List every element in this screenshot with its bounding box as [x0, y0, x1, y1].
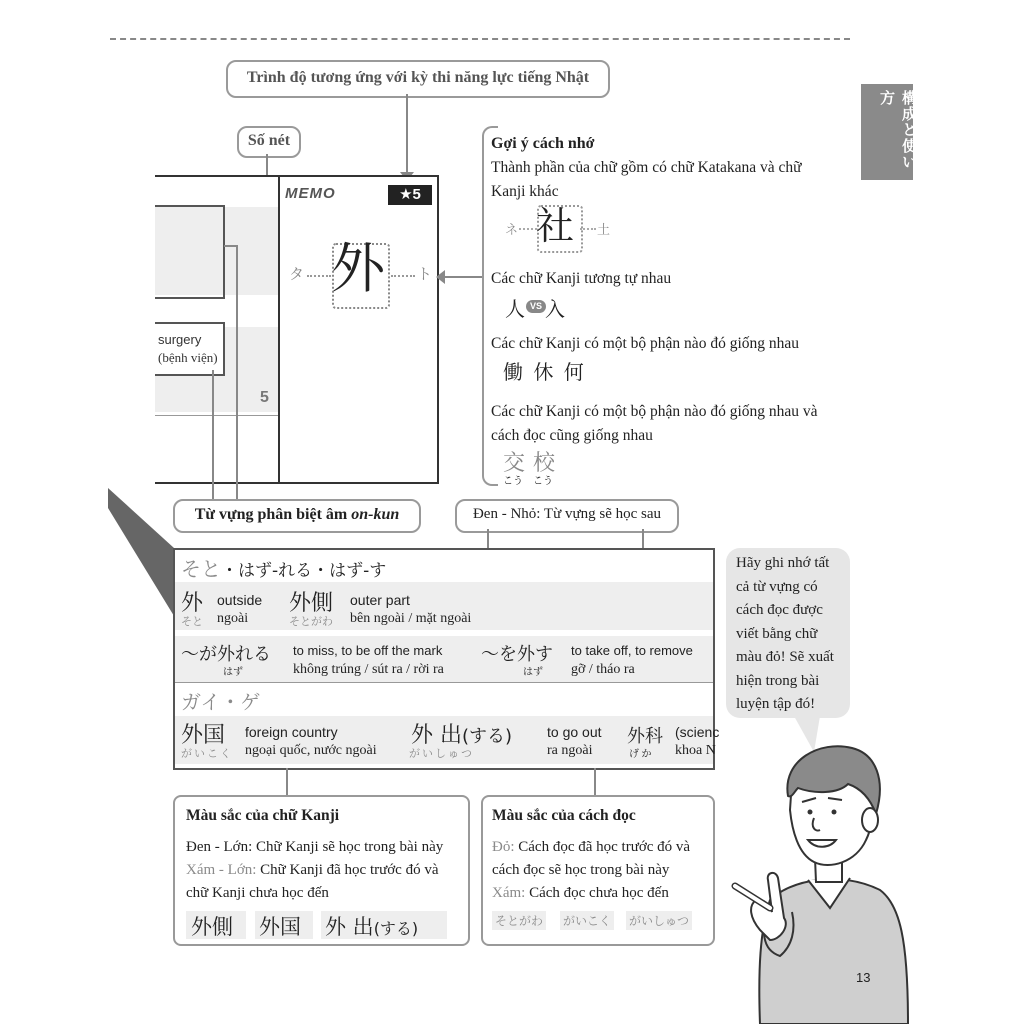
word-6-suru: (する) [462, 726, 513, 747]
kanji-color-connector [286, 768, 288, 796]
reading-color-connector [594, 768, 596, 796]
dotted-leader [519, 228, 537, 230]
kanji-color-line2-rest: Chữ Kanji đã học trước đó và [256, 862, 439, 878]
surgery-box [155, 322, 225, 376]
page-corner-wedge [108, 488, 178, 618]
shared-reading-2: こう [533, 476, 553, 487]
shared-reading-label: Các chữ Kanji có một bộ phận nào đó giống nhau và cách đọc cũng giống nhau [491, 403, 818, 444]
component-left: ネ [505, 222, 519, 237]
reading-color-line3-rest: Cách đọc chưa học đến [525, 885, 669, 901]
kun-reading-soto: そと [181, 557, 221, 581]
word-1-reading: そと [181, 616, 203, 628]
shared-reading-1: こう [503, 476, 523, 487]
level-callout-label: Trình độ tương ứng với kỳ thi năng lực tiếng Nhật [246, 69, 590, 86]
level-badge: ★5 [388, 185, 432, 205]
hints-panel [491, 132, 831, 204]
word-4-reading: はず [523, 667, 543, 678]
left-part: タ [289, 267, 305, 283]
kanji-example-1: 外側 [191, 915, 233, 939]
kanji-example-2: 外国 [259, 915, 301, 939]
word-3-en: to miss, to be off the mark [293, 643, 443, 658]
kanji-example-3: 外 出 [325, 915, 374, 939]
surgery-vi: (bệnh viện) [158, 350, 218, 365]
arrow-left-icon [436, 270, 445, 284]
reading-example-3: がいしゅつ [626, 911, 692, 930]
onkun-callout [173, 499, 421, 533]
word-1-vi: ngoài [217, 611, 249, 626]
word-7-vi: khoa N [675, 743, 716, 758]
reading-color-line1-rest: Cách đọc đã học trước đó và [514, 839, 691, 855]
shared-reading-kanji-2: 校 [533, 451, 556, 476]
kanji-color-line1: Đen - Lớn: Chữ Kanji sẽ học trong bài này [186, 839, 444, 855]
word-4-en: to take off, to remove [571, 643, 693, 658]
vocab-divider [175, 682, 713, 683]
hints-title: Gợi ý cách nhớ [491, 135, 595, 152]
reading-color-line3-gray: Xám: [492, 885, 526, 901]
page-number: 13 [856, 970, 871, 985]
surgery-en: surgery [158, 332, 202, 347]
word-6-vi: ra ngoài [547, 743, 593, 758]
onkun-connector [236, 245, 238, 500]
kanji-color-box [173, 795, 470, 946]
stroke-callout [237, 126, 301, 158]
word-6-reading: がいしゅつ [409, 748, 474, 760]
later-vocab-callout [455, 499, 679, 533]
reading-example-2: がいこく [560, 911, 614, 930]
card-frame [155, 205, 225, 299]
speech-text: Hãy ghi nhớ tất cả từ vựng có cách đọc được viết bằng chữ màu đỏ! Sẽ xuất hiện trong bài luyện tập đó! [736, 555, 834, 712]
shared-part-label: Các chữ Kanji có một bộ phận nào đó giống nhau [491, 335, 800, 352]
word-6-kanji: 外 出 [411, 723, 462, 748]
memo-label: MEMO [285, 185, 336, 202]
word-7-kanji: 外科 [627, 726, 663, 747]
card-divider [155, 415, 278, 416]
kanji-color-title: Màu sắc của chữ Kanji [186, 807, 340, 824]
dotted-leader [391, 275, 415, 277]
word-3-kanji: ～が外れる [181, 644, 271, 665]
word-2-kanji: 外側 [289, 591, 334, 616]
level-callout [226, 60, 610, 98]
component-right: 土 [597, 222, 611, 237]
reading-color-box [481, 795, 715, 946]
components-text: Thành phần của chữ gồm có chữ Katakana và chữ Kanji khác [491, 159, 802, 200]
later-vocab-callout-label: Đen - Nhỏ: Từ vựng sẽ học sau [472, 506, 662, 522]
top-dashed-rule [110, 38, 850, 40]
hint-connector [444, 276, 484, 278]
word-1-en: outside [217, 592, 263, 608]
word-5-kanji: 外国 [181, 723, 226, 748]
word-3-vi: không trúng / sút ra / rời ra [293, 662, 444, 677]
word-7-clip [675, 722, 720, 762]
stroke-callout-label: Số nét [247, 132, 291, 149]
word-4-kanji: ～を外す [481, 644, 553, 665]
dotted-leader [307, 275, 331, 277]
right-part: ト [417, 267, 433, 283]
word-7-reading: げ か [629, 749, 652, 760]
speech-bubble [726, 548, 850, 718]
reading-color-title: Màu sắc của cách đọc [492, 807, 636, 824]
kanji-color-line3: chữ Kanji chưa học đến [186, 885, 329, 901]
teacher-illustration [730, 740, 910, 1024]
stroke-count: 5 [260, 389, 269, 406]
word-4-vi: gỡ / tháo ra [571, 662, 635, 677]
on-reading-heading: ガイ・ゲ [181, 690, 261, 714]
word-2-en: outer part [350, 592, 410, 608]
reading-color-line2: cách đọc sẽ học trong bài này [492, 862, 670, 878]
onkun-callout-label: Từ vựng phân biệt âm [194, 506, 352, 523]
word-5-vi: ngoại quốc, nước ngoài [245, 743, 377, 758]
card-vertical-rule [278, 177, 280, 482]
reading-color-line1-red: Đỏ: [492, 839, 515, 855]
level-connector [406, 94, 408, 176]
vocab-box [173, 548, 720, 770]
word-5-en: foreign country [245, 724, 338, 740]
kanji-color-line2-gray: Xám - Lớn: [186, 862, 257, 878]
kanji-card [155, 175, 439, 484]
similar-kanji-b: 入 [545, 297, 565, 321]
word-2-vi: bên ngoài / mặt ngoài [350, 611, 472, 626]
word-2-reading: そとがわ [289, 616, 333, 628]
component-kanji: 社 [536, 204, 575, 248]
dotted-leader [580, 228, 596, 230]
onkun-connector [224, 245, 238, 247]
reading-example-1: そとがわ [492, 911, 546, 930]
shared-reading-kanji-1: 交 [503, 451, 526, 476]
similar-label: Các chữ Kanji tương tự nhau [491, 270, 672, 287]
word-3-reading: はず [223, 667, 243, 678]
word-5-reading: がいこく [181, 748, 233, 760]
main-kanji: 外 [331, 237, 385, 300]
similar-kanji-a: 人 [505, 297, 525, 321]
kanji-example-3-suru: (する) [373, 919, 419, 938]
vs-badge: VS [526, 300, 546, 313]
section-tab-label: 構成と使い方 [878, 90, 916, 170]
onkun-callout-italic: on-kun [351, 506, 400, 523]
kun-reading-rest: ・はず-れる・はず-す [221, 561, 387, 581]
word-1-kanji: 外 [181, 591, 204, 616]
word-6-en: to go out [547, 724, 602, 740]
section-tab [861, 84, 916, 180]
word-7-en: (scienc [675, 724, 720, 740]
onkun-connector [212, 370, 214, 500]
shared-part-examples: 働 休 何 [503, 360, 586, 384]
